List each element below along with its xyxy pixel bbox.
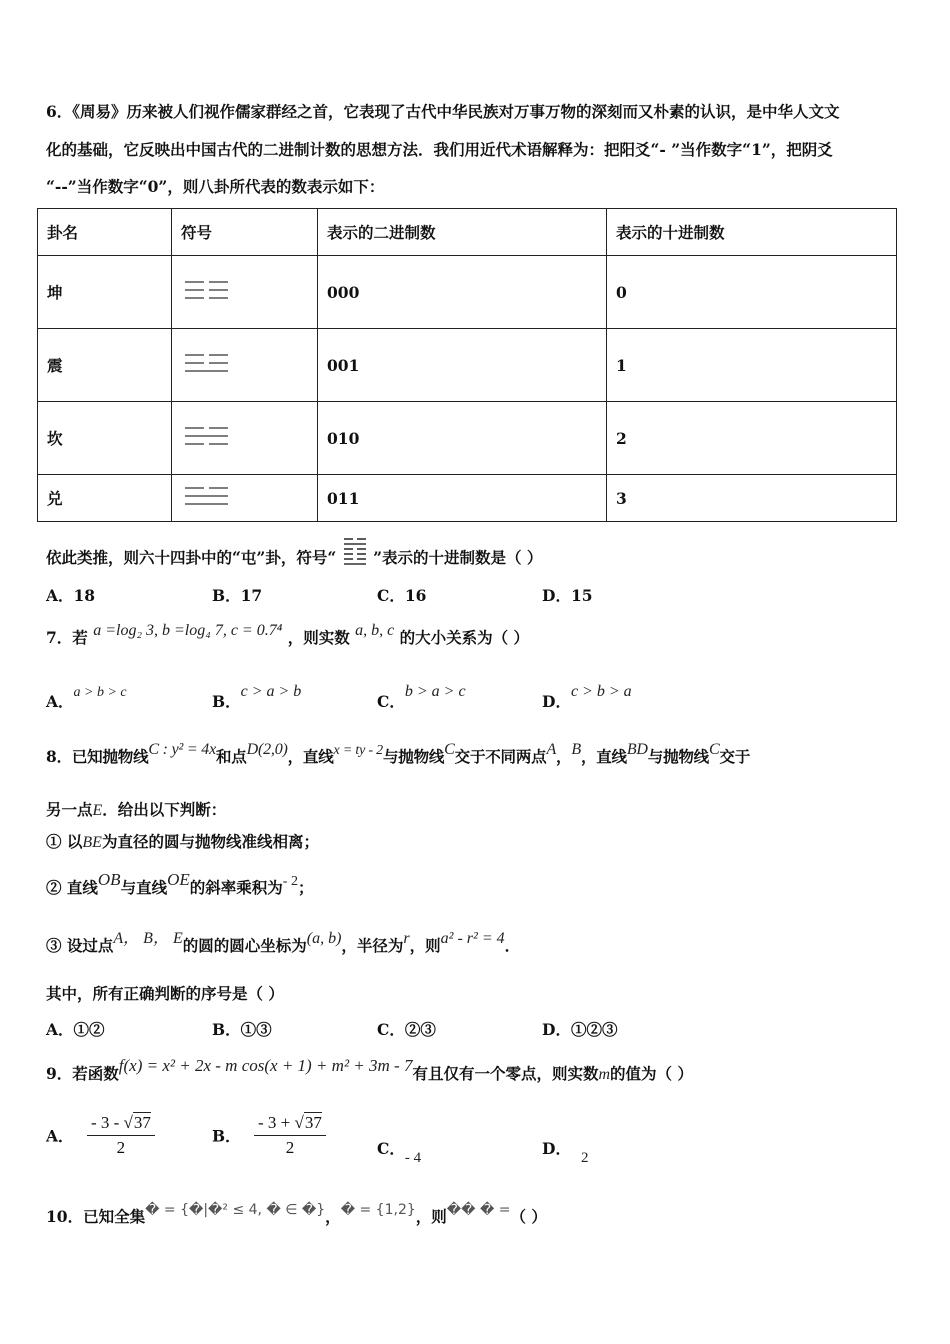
q7-option-c-value: b > a > c bbox=[404, 683, 466, 700]
q10-set-a: � = {1,2} bbox=[340, 1202, 416, 1218]
q8-j2-pre: ② 直线 bbox=[46, 878, 98, 897]
q8-p1: 8．已知抛物线 bbox=[46, 747, 149, 766]
q8-p7: 与抛物线 bbox=[647, 747, 709, 766]
q8-c1: C bbox=[444, 741, 455, 758]
gua-symbol bbox=[172, 475, 318, 522]
gua-decimal: 3 bbox=[607, 475, 897, 522]
q8-b: B bbox=[571, 741, 581, 758]
q8-j2-post: 的斜率乘积为 bbox=[189, 878, 283, 897]
gua-decimal: 0 bbox=[607, 256, 897, 329]
q9-option-d-value: 2 bbox=[580, 1150, 589, 1166]
q8-j2-mid: 与直线 bbox=[120, 878, 168, 897]
q8-j3-pre: ③ 设过点 bbox=[46, 936, 114, 955]
q10-post: （ ） bbox=[510, 1207, 547, 1226]
q8-bd: BD bbox=[626, 741, 648, 758]
q9-option-b-denominator: 2 bbox=[285, 1138, 295, 1157]
gua-decimal: 2 bbox=[607, 402, 897, 475]
gua-name: 坎 bbox=[38, 402, 172, 475]
q8-j3-end: ． bbox=[504, 936, 521, 955]
header-symbol: 符号 bbox=[172, 209, 318, 256]
gua-symbol bbox=[172, 329, 318, 402]
q8-judgement-2 bbox=[46, 870, 314, 900]
q8-j2-ob: OB bbox=[97, 870, 121, 889]
gua-name: 兑 bbox=[38, 475, 172, 522]
q7-option-b bbox=[212, 679, 302, 711]
q9-option-d-label: D． bbox=[542, 1139, 571, 1158]
gua-binary: 001 bbox=[318, 329, 607, 402]
gua-symbol bbox=[172, 256, 318, 329]
table-row bbox=[38, 256, 897, 329]
table-row bbox=[38, 475, 897, 522]
q9-pre: 9．若函数 bbox=[46, 1064, 119, 1083]
gua-binary: 011 bbox=[318, 475, 607, 522]
q8-line-eq: x = ty - 2 bbox=[333, 743, 383, 758]
q7-option-d-value: c > b > a bbox=[570, 683, 632, 700]
bagua-table bbox=[37, 208, 897, 522]
q9-mid: 有且仅有一个零点，则实数 bbox=[412, 1064, 599, 1083]
q7-option-a-label: A． bbox=[46, 692, 74, 711]
q8-option-c: C．②③ bbox=[377, 1020, 436, 1039]
q8-point: D(2,0) bbox=[246, 741, 288, 758]
q10-set-u: � = {�|�² ≤ 4, � ∈ �} bbox=[145, 1202, 326, 1218]
q7-mid: ，则实数 bbox=[287, 628, 350, 647]
q9-option-c-label: C． bbox=[377, 1139, 405, 1158]
q9-option-b-root: 37 bbox=[304, 1113, 322, 1132]
kun-trigram-icon bbox=[181, 275, 233, 305]
gua-binary: 010 bbox=[318, 402, 607, 475]
q9-option-a-denominator: 2 bbox=[116, 1138, 126, 1157]
q8-p5: 交于不同两点 bbox=[454, 747, 547, 766]
q9-option-b-numerator: - 3 + √37 bbox=[254, 1113, 326, 1136]
q6-text-line3: “--”当作数字“0”，则八卦所代表的数表示如下： bbox=[46, 177, 385, 196]
q9-option-a-label: A． bbox=[46, 1126, 74, 1146]
zhen-trigram-icon bbox=[181, 348, 233, 378]
q9-option-b-label: B． bbox=[212, 1126, 241, 1146]
q8-p4: 与抛物线 bbox=[382, 747, 445, 766]
header-binary: 表示的二进制数 bbox=[318, 209, 607, 256]
q7-vars: a, b, c bbox=[355, 622, 395, 639]
q6-text-line2: 化的基础，它反映出中国古代的二进制计数的思想方法．我们用近代术语解释为：把阳爻“- ”当作数字“1”，把阴爻 bbox=[46, 140, 833, 159]
q8-judgement-3 bbox=[46, 930, 521, 957]
q8-a: A bbox=[546, 741, 557, 758]
table-header-row bbox=[38, 209, 897, 256]
q9-option-b bbox=[212, 1113, 326, 1158]
q6-option-c: C．16 bbox=[377, 586, 427, 605]
q10-stem bbox=[46, 1202, 547, 1228]
q7-pre: 7．若 bbox=[46, 628, 88, 647]
q7-option-c bbox=[377, 679, 466, 711]
q8-comma1: ， bbox=[556, 747, 572, 766]
q9-option-c bbox=[377, 1137, 422, 1166]
q8-question: 其中，所有正确判断的序号是（ ） bbox=[46, 984, 284, 1003]
q9-stem bbox=[46, 1056, 693, 1085]
q6-question-post: ”表示的十进制数是（ ） bbox=[373, 548, 543, 567]
q7-post: 的大小关系为（ ） bbox=[399, 628, 530, 647]
q9-option-b-fraction bbox=[254, 1113, 326, 1158]
q8-j3-r: r bbox=[403, 930, 410, 947]
q8-p2: 和点 bbox=[216, 747, 247, 766]
q8-stem-line2 bbox=[46, 800, 226, 821]
q8-j2-end: ； bbox=[297, 878, 314, 897]
q9-option-a-num-pre: - 3 - bbox=[90, 1113, 120, 1132]
q8-j3-mid2: ，半径为 bbox=[341, 936, 404, 955]
q7-option-c-label: C． bbox=[377, 692, 405, 711]
q7-stem bbox=[46, 622, 530, 649]
q7-option-d bbox=[542, 679, 632, 711]
q9-function: f(x) = x² + 2x - m cos(x + 1) + m² + 3m - 7 bbox=[118, 1056, 413, 1075]
q6-text-line1: 6．《周易》历来被人们视作儒家群经之首，它表现了古代中华民族对万事万物的深刻而又朴素的认识，是中华人文文 bbox=[46, 102, 840, 121]
q7-condition: a =log₂ 3, b =log₄ 7, c = 0.7⁴ bbox=[93, 622, 283, 639]
q8-option-a: A．①② bbox=[46, 1020, 105, 1039]
q8-c2: C bbox=[708, 741, 720, 758]
q10-pre: 10．已知全集 bbox=[46, 1207, 146, 1226]
q8-j3-eq: a² - r² = 4 bbox=[440, 930, 505, 947]
q9-option-b-num-pre: - 3 + bbox=[258, 1113, 291, 1132]
q7-option-b-label: B． bbox=[212, 692, 241, 711]
q9-option-a-fraction bbox=[87, 1113, 155, 1158]
q10-complement: �� � = bbox=[446, 1202, 511, 1218]
q8-j3-mid3: ，则 bbox=[409, 936, 441, 955]
q9-option-a bbox=[46, 1113, 155, 1158]
q7-option-b-value: c > a > b bbox=[240, 683, 302, 700]
q8-j2-value: - 2 bbox=[282, 874, 298, 889]
q8-p6: ，直线 bbox=[580, 747, 627, 766]
q9-option-a-root: 37 bbox=[133, 1113, 151, 1132]
q8-option-d: D．①②③ bbox=[542, 1020, 618, 1039]
zhun-hexagram-icon bbox=[342, 537, 368, 567]
gua-binary: 000 bbox=[318, 256, 607, 329]
q10-mid2: ，则 bbox=[415, 1207, 447, 1226]
q8-stem-line1 bbox=[46, 741, 751, 769]
q6-question-pre: 依此类推，则六十四卦中的“屯”卦，符号“ bbox=[46, 548, 337, 567]
q8-l2-post: ．给出以下判断： bbox=[102, 800, 227, 819]
q6-option-a: A．18 bbox=[46, 586, 96, 605]
q8-j3-mid: 的圆的圆心坐标为 bbox=[182, 936, 307, 955]
q8-judgement-1 bbox=[46, 832, 319, 853]
q6-option-b: B．17 bbox=[212, 586, 263, 605]
table-row bbox=[38, 402, 897, 475]
q8-j3-center: (a, b) bbox=[306, 930, 342, 947]
q8-option-b: B．①③ bbox=[212, 1020, 272, 1039]
q9-post: 的值为（ ） bbox=[610, 1064, 693, 1083]
q9-option-c-value: - 4 bbox=[404, 1150, 422, 1166]
gua-symbol bbox=[172, 402, 318, 475]
q8-parabola: C : y² = 4x bbox=[148, 741, 216, 758]
dui-trigram-icon bbox=[181, 483, 233, 509]
gua-decimal: 1 bbox=[607, 329, 897, 402]
q8-j3-points: A， B， E bbox=[113, 930, 183, 947]
q8-j1-be: BE bbox=[82, 834, 102, 851]
q9-var: m bbox=[598, 1066, 611, 1083]
q8-p8: 交于 bbox=[719, 747, 751, 766]
q8-j1-post: 为直径的圆与抛物线准线相离； bbox=[101, 832, 319, 851]
q10-mid: ， bbox=[325, 1207, 341, 1226]
q8-p3: ，直线 bbox=[287, 747, 334, 766]
q7-option-d-label: D． bbox=[542, 692, 571, 711]
q8-l2-pre: 另一点 bbox=[46, 800, 93, 819]
table-row bbox=[38, 329, 897, 402]
q7-option-a bbox=[46, 679, 127, 711]
q6-option-d: D．15 bbox=[542, 586, 593, 605]
gua-name: 坤 bbox=[38, 256, 172, 329]
gua-name: 震 bbox=[38, 329, 172, 402]
q9-option-a-numerator: - 3 - √37 bbox=[87, 1113, 155, 1136]
q8-j1-pre: ① 以 bbox=[46, 832, 83, 851]
kan-trigram-icon bbox=[181, 421, 233, 451]
q7-option-a-value: a > b > c bbox=[73, 685, 127, 700]
q9-option-d bbox=[542, 1137, 589, 1166]
q8-j2-oe: OE bbox=[167, 870, 190, 889]
header-decimal: 表示的十进制数 bbox=[607, 209, 897, 256]
header-name: 卦名 bbox=[38, 209, 172, 256]
q8-e: E bbox=[92, 802, 103, 819]
q6-question bbox=[46, 537, 542, 568]
